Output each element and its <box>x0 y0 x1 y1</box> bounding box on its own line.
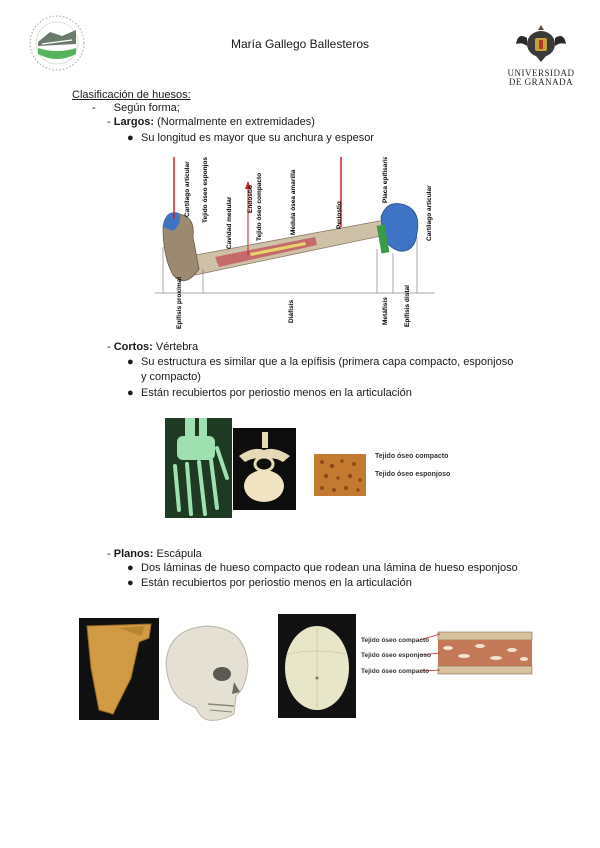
vertebra-image <box>233 428 296 510</box>
label-epifisis-distal: Epífisis distal <box>404 285 411 327</box>
label-flat-esponjoso: Tejido óseo esponjoso <box>361 652 431 659</box>
label-diafisis: Diáfisis <box>288 299 295 323</box>
scapula-image <box>79 618 159 720</box>
header-author: María Gallego Ballesteros <box>230 37 370 51</box>
label-epifisis-proximal: Epífisis proximal <box>176 276 183 329</box>
planos-title: Planos: <box>113 548 154 560</box>
list-item: ● Dos láminas de hueso compacto que rodean una lámina de hueso esponjoso <box>127 562 518 574</box>
label-metafisis: Metáfisis <box>382 297 389 325</box>
university-logo <box>506 22 576 86</box>
label-cartilago-proximal: Cartílago articular <box>184 161 191 217</box>
university-crest-icon <box>506 22 576 64</box>
label-short-esponjoso: Tejido óseo esponjoso <box>375 471 451 478</box>
planos-heading: - Planos: Escápula <box>107 548 202 560</box>
spongy-bone-sample-image <box>314 454 366 496</box>
largos-desc: (Normalmente en extremidades) <box>154 116 315 128</box>
label-tejido-compacto: Tejido óseo compacto <box>256 172 263 241</box>
label-periostio: Periostio <box>336 201 343 229</box>
long-bone-figure <box>155 157 435 332</box>
cortos-heading: - Cortos: Vértebra <box>107 341 199 353</box>
label-tejido-esponjoso: Tejido óseo esponjoso <box>202 157 209 223</box>
shape-subsection-label: Según forma; <box>113 102 180 114</box>
planos-desc: Escápula <box>153 548 202 560</box>
hand-xray-image <box>165 418 232 518</box>
label-endostio: Endostio <box>247 185 254 213</box>
list-item: ● Están recubiertos por periostio menos en la articulación <box>127 577 412 589</box>
label-placa-epifisaria: Placa epifisaria <box>382 157 389 203</box>
label-medula-amarilla: Médula ósea amarilla <box>290 169 297 235</box>
largos-heading: - Largos: (Normalmente en extremidades) <box>107 116 315 128</box>
label-cartilago-distal: Cartílago articular <box>426 185 433 241</box>
list-item-continuation: y compacto) <box>141 371 201 383</box>
university-name-line2: DE GRANADA <box>508 77 574 87</box>
section-title: Clasificación de huesos: <box>72 89 191 101</box>
label-flat-compacto-bottom: Tejido óseo compacto <box>361 668 430 675</box>
list-item: ● Su estructura es similar que a la epífisis (primera capa compacto, esponjoso <box>127 356 514 368</box>
dash-marker: - <box>92 102 96 114</box>
shape-subsection <box>92 102 180 115</box>
university-name-line1: UNIVERSIDAD <box>507 68 575 78</box>
largos-title: Largos: <box>113 116 155 128</box>
label-flat-compacto-top: Tejido óseo compacto <box>361 637 430 644</box>
label-short-compacto: Tejido óseo compacto <box>375 453 449 460</box>
skull-image <box>160 622 252 724</box>
label-cavidad-medular: Cavidad medular <box>226 196 233 249</box>
cortos-title: Cortos: <box>113 341 153 353</box>
list-item: ● Su longitud es mayor que su anchura y espesor <box>127 132 374 144</box>
cortos-desc: Vértebra <box>152 341 199 353</box>
list-item: ● Están recubiertos por periostio menos en la articulación <box>127 387 412 399</box>
skull-top-image <box>278 614 356 718</box>
